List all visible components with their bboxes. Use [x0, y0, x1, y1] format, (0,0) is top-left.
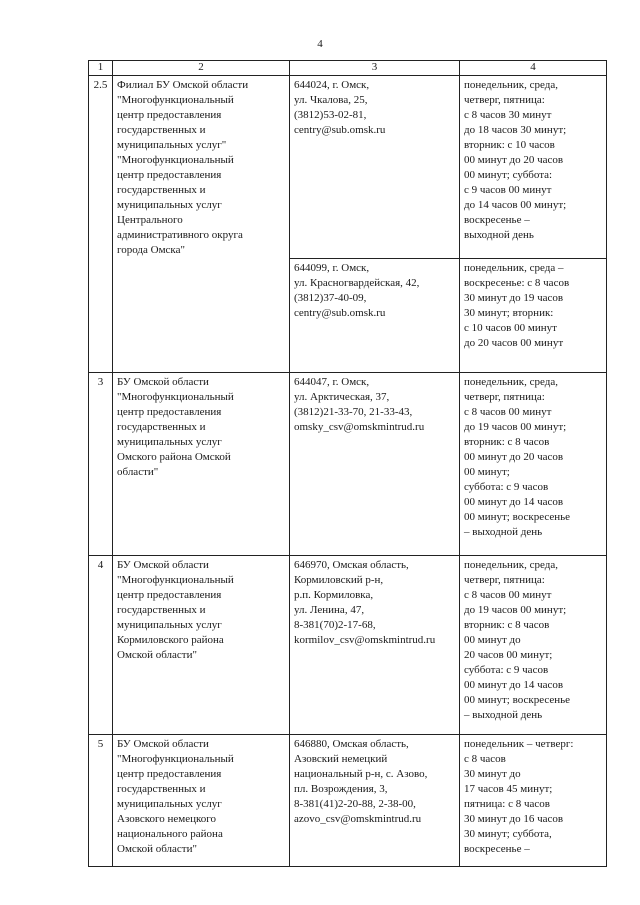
- hours-line: 00 минут; воскресенье: [464, 694, 571, 706]
- hours-line: с 8 часов 00 минут: [464, 589, 552, 601]
- name-line: Центрального: [117, 214, 183, 226]
- name-line: Филиал БУ Омской области: [117, 79, 249, 91]
- name-line: муниципальных услуг: [117, 619, 222, 631]
- hours-line: воскресенье –: [464, 843, 530, 855]
- email-text: kormilov_csv@omskmintrud.ru: [294, 634, 436, 646]
- name-line: государственных и: [117, 421, 206, 433]
- hours-line: 20 часов 00 минут;: [464, 649, 553, 661]
- row-number: 2.5: [89, 76, 113, 373]
- email-text: omsky_csv@omskmintrud.ru: [294, 421, 425, 433]
- name-line: БУ Омской области: [117, 738, 209, 750]
- name-line: "Многофункциональный: [117, 753, 234, 765]
- name-line: Омского района Омской: [117, 451, 231, 463]
- address-line: (3812)53-02-81,: [294, 109, 367, 121]
- hours-line: до 19 часов 00 минут;: [464, 421, 567, 433]
- organization-name: [113, 373, 290, 556]
- mfc-offices-table: [88, 60, 607, 867]
- address-line: (3812)21-33-70, 21-33-43,: [294, 406, 413, 418]
- hours-line: 00 минут до 20 часов: [464, 451, 564, 463]
- hours-line: 00 минут до: [464, 634, 521, 646]
- hours-line: понедельник – четверг:: [464, 738, 574, 750]
- hours-line: понедельник, среда,: [464, 376, 558, 388]
- organization-name: [113, 735, 290, 867]
- hours-line: 17 часов 45 минут;: [464, 783, 553, 795]
- hours-line: 00 минут;: [464, 466, 510, 478]
- name-line: Омской области": [117, 649, 197, 661]
- name-line: муниципальных услуг: [117, 199, 222, 211]
- address-line: 646970, Омская область,: [294, 559, 409, 571]
- name-line: Кормиловского района: [117, 634, 224, 646]
- address-line: ул. Чкалова, 25,: [294, 94, 368, 106]
- organization-name: [113, 76, 290, 373]
- address-cell: [290, 735, 460, 867]
- hours-line: 30 минут до 19 часов: [464, 292, 564, 304]
- address-line: пл. Возрождения, 3,: [294, 783, 388, 795]
- name-line: государственных и: [117, 783, 206, 795]
- hours-line: с 8 часов: [464, 753, 506, 765]
- name-line: государственных и: [117, 184, 206, 196]
- organization-name: [113, 556, 290, 735]
- address-line: Кормиловский р-н,: [294, 574, 384, 586]
- hours-line: воскресенье: с 8 часов: [464, 277, 570, 289]
- name-line: центр предоставления: [117, 169, 222, 181]
- hours-line: суббота: с 9 часов: [464, 664, 549, 676]
- name-line: центр предоставления: [117, 589, 222, 601]
- address-line: 644024, г. Омск,: [294, 79, 370, 91]
- hours-line: четверг, пятница:: [464, 94, 545, 106]
- row-number: 5: [89, 735, 113, 867]
- hours-line: выходной день: [464, 229, 534, 241]
- name-line: национального района: [117, 828, 223, 840]
- address-line: 8-381(70)2-17-68,: [294, 619, 376, 631]
- name-line: "Многофункциональный: [117, 94, 234, 106]
- email-text: azovo_csv@omskmintrud.ru: [294, 813, 422, 825]
- hours-line: четверг, пятница:: [464, 391, 545, 403]
- name-line: муниципальных услуг: [117, 436, 222, 448]
- hours-line: вторник: с 8 часов: [464, 619, 550, 631]
- address-line: р.п. Кормиловка,: [294, 589, 374, 601]
- hours-cell: [460, 259, 607, 373]
- email-text: centry@sub.omsk.ru: [294, 307, 386, 319]
- address-line: национальный р-н, с. Азово,: [294, 768, 428, 780]
- hours-line: до 20 часов 00 минут: [464, 337, 564, 349]
- address-line: ул. Ленина, 47,: [294, 604, 365, 616]
- hours-line: вторник: с 8 часов: [464, 436, 550, 448]
- name-line: центр предоставления: [117, 109, 222, 121]
- hours-line: 00 минут до 14 часов: [464, 679, 564, 691]
- address-line: 644047, г. Омск,: [294, 376, 370, 388]
- row-number: 3: [89, 373, 113, 556]
- table-row: [89, 373, 607, 556]
- hours-line: понедельник, среда,: [464, 79, 558, 91]
- address-cell: [290, 259, 460, 373]
- header-cell-4: 4: [460, 61, 607, 76]
- address-line: 646880, Омская область,: [294, 738, 409, 750]
- hours-line: до 18 часов 30 минут;: [464, 124, 567, 136]
- hours-line: с 9 часов 00 минут: [464, 184, 552, 196]
- row-number: 4: [89, 556, 113, 735]
- name-line: БУ Омской области: [117, 376, 209, 388]
- table-row: [89, 556, 607, 735]
- hours-line: 30 минут; вторник:: [464, 307, 554, 319]
- address-line: 8-381(41)2-20-88, 2-38-00,: [294, 798, 416, 810]
- address-line: ул. Арктическая, 37,: [294, 391, 390, 403]
- hours-line: с 8 часов 30 минут: [464, 109, 552, 121]
- name-line: муниципальных услуг": [117, 139, 227, 151]
- name-line: центр предоставления: [117, 768, 222, 780]
- name-line: "Многофункциональный: [117, 391, 234, 403]
- address-line: ул. Красногвардейская, 42,: [294, 277, 420, 289]
- header-row: [89, 61, 607, 76]
- hours-line: пятница: с 8 часов: [464, 798, 550, 810]
- header-cell-2: 2: [113, 61, 290, 76]
- address-cell: [290, 556, 460, 735]
- hours-line: 00 минут; суббота:: [464, 169, 553, 181]
- hours-line: с 10 часов 00 минут: [464, 322, 557, 334]
- address-cell: [290, 76, 460, 259]
- name-line: БУ Омской области: [117, 559, 209, 571]
- address-line: (3812)37-40-09,: [294, 292, 367, 304]
- hours-line: – выходной день: [464, 526, 543, 538]
- hours-line: – выходной день: [464, 709, 543, 721]
- email-text: centry@sub.omsk.ru: [294, 124, 386, 136]
- hours-line: четверг, пятница:: [464, 574, 545, 586]
- hours-line: 00 минут до 14 часов: [464, 496, 564, 508]
- hours-line: до 19 часов 00 минут;: [464, 604, 567, 616]
- hours-cell: [460, 556, 607, 735]
- name-line: области": [117, 466, 159, 478]
- name-line: Омской области": [117, 843, 197, 855]
- name-line: центр предоставления: [117, 406, 222, 418]
- name-line: "Многофункциональный: [117, 574, 234, 586]
- name-line: государственных и: [117, 604, 206, 616]
- hours-line: с 8 часов 00 минут: [464, 406, 552, 418]
- header-cell-3: 3: [290, 61, 460, 76]
- name-line: государственных и: [117, 124, 206, 136]
- hours-cell: [460, 735, 607, 867]
- name-line: "Многофункциональный: [117, 154, 234, 166]
- hours-line: 00 минут до 20 часов: [464, 154, 564, 166]
- hours-line: вторник: с 10 часов: [464, 139, 555, 151]
- hours-line: понедельник, среда –: [464, 262, 564, 274]
- address-line: 644099, г. Омск,: [294, 262, 370, 274]
- name-line: административного округа: [117, 229, 243, 241]
- hours-line: до 14 часов 00 минут;: [464, 199, 567, 211]
- table-row: [89, 735, 607, 867]
- name-line: муниципальных услуг: [117, 798, 222, 810]
- hours-line: понедельник, среда,: [464, 559, 558, 571]
- page-number: 4: [317, 38, 323, 50]
- name-line: города Омска": [117, 244, 185, 256]
- hours-line: воскресенье –: [464, 214, 530, 226]
- name-line: Азовского немецкого: [117, 813, 217, 825]
- hours-line: 30 минут до 16 часов: [464, 813, 564, 825]
- header-cell-1: 1: [89, 61, 113, 76]
- address-cell: [290, 373, 460, 556]
- table-row: [89, 76, 607, 259]
- hours-line: 30 минут; суббота,: [464, 828, 552, 840]
- hours-line: суббота: с 9 часов: [464, 481, 549, 493]
- address-line: Азовский немецкий: [294, 753, 388, 765]
- hours-cell: [460, 373, 607, 556]
- hours-cell: [460, 76, 607, 259]
- hours-line: 00 минут; воскресенье: [464, 511, 571, 523]
- hours-line: 30 минут до: [464, 768, 521, 780]
